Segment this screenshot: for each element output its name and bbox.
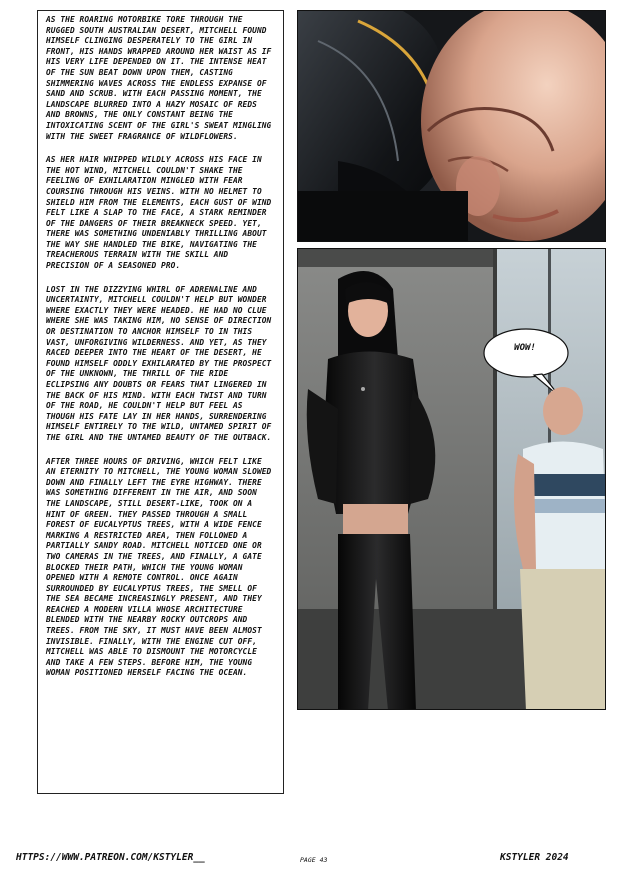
speech-bubble-text: WOW!: [514, 343, 536, 353]
closeup-illustration: [298, 11, 606, 242]
comic-panel-closeup: [297, 10, 606, 242]
narration-paragraph-3: LOST IN THE DIZZYING WHIRL OF ADRENALINE AND UNCERTAINTY, MITCHELL COULDN'T HELP BUT WONDER WHERE EXACTLY THEY WERE HEADED. HE HAD NO CLUE WHERE SHE WAS TAKING HIM, NO SENSE OF DIRECTION OR DESTINATION TO ANCHOR HIMSELF TO IN THIS VAST, UNFORGIVING WILDERNESS. AND YET, AS THEY RACED DEEPER INTO THE HEART OF THE DESERT, HE FOUND HIMSELF ODDLY EXHILARATED BY THE PROSPECT OF THE UNKNOWN, THE THRILL OF THE RIDE ECLIPSING ANY DOUBTS OR FEARS THAT LINGERED IN THE BACK OF HIS MIND. WITH EACH TWIST AND TURN OF THE ROAD, HE COULDN'T HELP BUT FEEL AS THOUGH HIS FATE LAY IN HER HANDS, SURRENDERING HIMSELF ENTIRELY TO THE WILD, UNTAMED SPIRIT OF THE GIRL AND THE UNTAMED BEAUTY OF THE OUTBACK.: [46, 284, 272, 442]
narration-panel: [37, 10, 284, 794]
narration-paragraph-1: AS THE ROARING MOTORBIKE TORE THROUGH THE RUGGED SOUTH AUSTRALIAN DESERT, MITCHELL FOUND HIMSELF CLINGING DESPERATELY TO THE GIRL IN FRONT, HIS HANDS WRAPPED AROUND HER WAIST AS IF HIS VERY LIFE DEPENDED ON IT. THE INTENSE HEAT OF THE SUN BEAT DOWN UPON THEM, CASTING SHIMMERING WAVES ACROSS THE ENDLESS EXPANSE OF SAND AND SCRUB. WITH EACH PASSING MOMENT, THE LANDSCAPE BLURRED INTO A HAZY MOSAIC OF REDS AND BROWNS, THE ONLY CONSTANT BEING THE INTOXICATING SCENT OF THE GIRL'S SWEAT MINGLING WITH THE SWEET FRAGRANCE OF WILDFLOWERS.: [46, 15, 272, 141]
artist-credit: KSTYLER 2024: [500, 852, 569, 863]
narration-paragraph-4: AFTER THREE HOURS OF DRIVING, WHICH FELT LIKE AN ETERNITY TO MITCHELL, THE YOUNG WOMAN SLOWED DOWN AND FINALLY LEFT THE EYRE HIGHWAY. THERE WAS SOMETHING DIFFERENT IN THE AIR, AND SOON THE LANDSCAPE, STILL DESERT-LIKE, TOOK ON A HINT OF GREEN. THEY PASSED THROUGH A SMALL FOREST OF EUCALYPTUS TREES, WITH A WIDE FENCE MARKING A RESTRICTED AREA, THEN FOLLOWED A PARTIALLY SANDY ROAD. MITCHELL NOTICED ONE OR TWO CAMERAS IN THE TREES, AND FINALLY, A GATE BLOCKED THEIR PATH, WHICH THE YOUNG WOMAN OPENED WITH A REMOTE CONTROL. ONCE AGAIN SURROUNDED BY EUCALYPTUS TREES, THE SMELL OF THE SEA BECAME INCREASINGLY PRESENT, AND THEY REACHED A MODERN VILLA WHOSE ARCHITECTURE BLENDED WITH THE NEARBY ROCKY OUTCROPS AND TREES. FROM THE SKY, IT MUST HAVE BEEN ALMOST INVISIBLE. FINALLY, WITH THE ENGINE CUT OFF, MITCHELL WAS ABLE TO DISMOUNT THE MOTORCYCLE AND TAKE A FEW STEPS. BEFORE HIM, THE YOUNG WOMAN POSITIONED HERSELF FACING THE OCEAN.: [46, 456, 272, 678]
narration-paragraph-2: AS HER HAIR WHIPPED WILDLY ACROSS HIS FACE IN THE HOT WIND, MITCHELL COULDN'T SHAKE THE FEELING OF EXHILARATION MINGLED WITH FEAR COURSING THROUGH HIS VEINS. WITH NO HELMET TO SHIELD HIM FROM THE ELEMENTS, EACH GUST OF WIND FELT LIKE A SLAP TO THE FACE, A STARK REMINDER OF THE DANGERS OF THEIR BREAKNECK SPEED. YET, THERE WAS SOMETHING UNDENIABLY THRILLING ABOUT THE WAY SHE HANDLED THE BIKE, NAVIGATING THE TREACHEROUS TERRAIN WITH THE SKILL AND PRECISION OF A SEASONED PRO.: [46, 155, 272, 271]
page-number: PAGE 43: [300, 856, 328, 864]
villa-illustration: [298, 249, 606, 710]
patreon-link[interactable]: HTTPS://WWW.PATREON.COM/KSTYLER__: [16, 852, 205, 863]
comic-panel-villa: [297, 248, 606, 710]
